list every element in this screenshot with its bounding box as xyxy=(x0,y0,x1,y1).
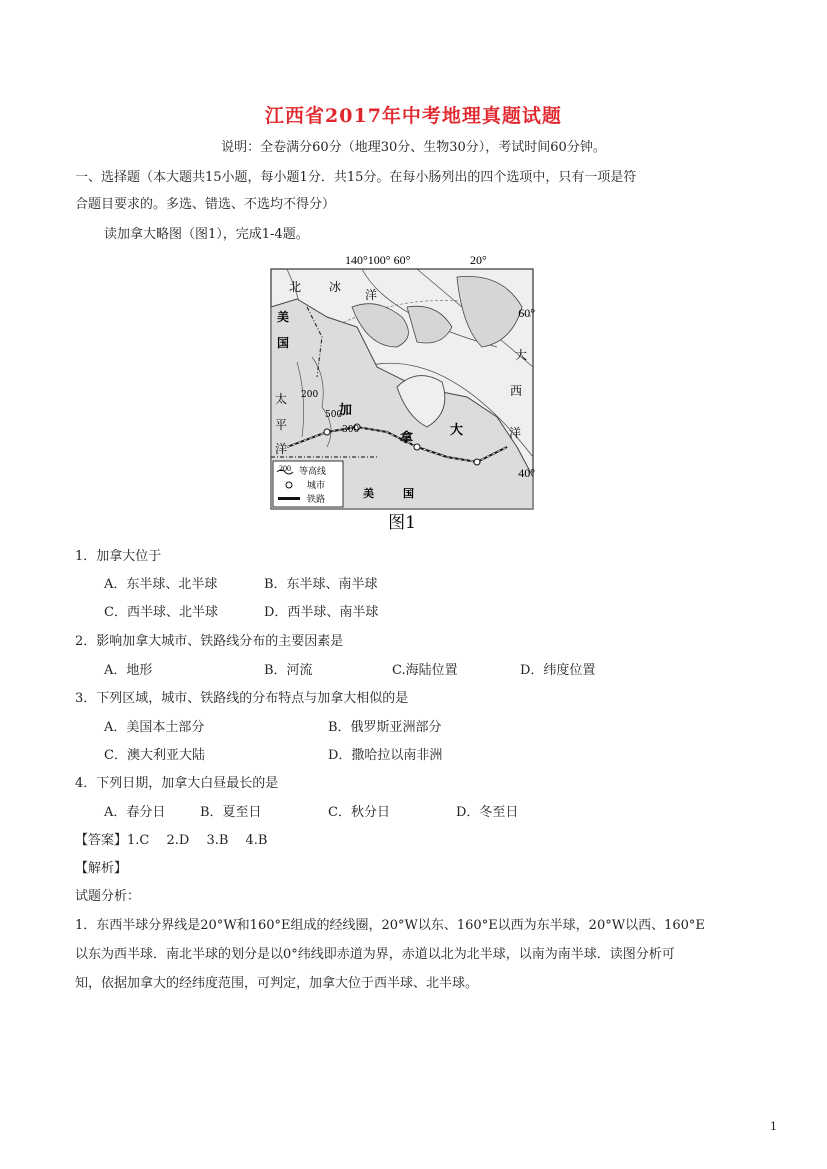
label-mei-bottom: 美 xyxy=(363,487,374,500)
figure-intro: 读加拿大略图（图1），完成1-4题。 xyxy=(104,227,309,242)
q4-option-d: D．冬至日 xyxy=(456,805,519,820)
label-jia: 加 xyxy=(339,403,353,418)
label-yang-pacific: 洋 xyxy=(275,442,288,456)
question-2-stem: 2．影响加拿大城市、铁路线分布的主要因素是 xyxy=(75,634,344,649)
q2-option-d: D．纬度位置 xyxy=(520,663,596,678)
city-marker xyxy=(474,459,480,465)
label-yang-arctic: 洋 xyxy=(365,288,378,302)
label-yang-atlantic: 洋 xyxy=(509,426,522,440)
analysis-line-1: 1．东西半球分界线是20°W和160°E组成的经线圈，20°W以东、160°E以西为东半球，20°W以西、160°E xyxy=(75,918,705,933)
page-number: 1 xyxy=(770,1120,777,1133)
contour-label-500: 500 xyxy=(325,410,343,420)
legend-rail: 铁路 xyxy=(307,495,326,505)
label-xi-atlantic: 西 xyxy=(510,384,523,398)
label-da: 大 xyxy=(450,423,464,438)
question-4-stem: 4．下列日期，加拿大白昼最长的是 xyxy=(75,776,279,791)
legend-contour: 等高线 xyxy=(299,467,327,477)
q3-option-b: B．俄罗斯亚洲部分 xyxy=(328,720,442,735)
contour-label-200: 200 xyxy=(301,390,319,400)
legend-city: 城市 xyxy=(307,481,326,491)
q1-option-c: C．西半球、北半球 xyxy=(104,605,218,620)
latitude-60: 60° xyxy=(518,306,535,320)
contour-label-300: 300 xyxy=(342,425,360,435)
q1-option-a: A．东半球、北半球 xyxy=(104,577,218,592)
q4-option-a: A．春分日 xyxy=(104,805,166,820)
q1-option-d: D．西半球、南半球 xyxy=(264,605,379,620)
q2-option-a: A．地形 xyxy=(104,663,153,678)
q3-option-c: C．澳大利亚大陆 xyxy=(104,748,205,763)
longitude-20: 20° xyxy=(470,253,487,267)
section-heading-line2: 合题目要求的。多选、错选、不选均不得分） xyxy=(75,197,336,212)
label-da-atlantic: 大 xyxy=(515,348,528,362)
label-bei: 北 xyxy=(289,280,302,294)
analysis-heading: 【解析】 xyxy=(75,861,128,876)
label-mei-top: 美 xyxy=(277,310,290,324)
legend-city-icon xyxy=(286,482,292,488)
q3-option-a: A．美国本土部分 xyxy=(104,720,205,735)
page-title: 江西省2017年中考地理真题试题 xyxy=(265,105,562,127)
label-tai: 太 xyxy=(275,392,288,406)
legend-contour-number: 200 xyxy=(279,464,291,473)
label-bing: 冰 xyxy=(329,280,342,294)
top-longitudes: 140°100° 60° xyxy=(345,253,411,267)
q1-option-b: B．东半球、南半球 xyxy=(264,577,378,592)
legend-rail-icon xyxy=(278,497,300,500)
label-ping: 平 xyxy=(275,418,288,432)
exam-note: 说明：全卷满分60分（地理30分、生物30分），考试时间60分钟。 xyxy=(221,140,606,155)
q4-option-b: B．夏至日 xyxy=(200,805,262,820)
analysis-subheading: 试题分析： xyxy=(75,889,141,904)
question-1-stem: 1．加拿大位于 xyxy=(75,549,162,564)
figure-caption: 图1 xyxy=(388,513,416,533)
q2-option-c: C.海陆位置 xyxy=(392,663,458,678)
city-marker xyxy=(324,429,330,435)
q2-option-b: B．河流 xyxy=(264,663,313,678)
latitude-40: 40° xyxy=(518,466,535,480)
q4-option-c: C．秋分日 xyxy=(328,805,390,820)
analysis-line-2: 以东为西半球．南北半球的划分是以0°纬线即赤道为界，赤道以北为北半球，以南为南半球．读图分析可 xyxy=(75,947,675,962)
analysis-line-3: 知，依据加拿大的经纬度范围，可判定，加拿大位于西半球、北半球。 xyxy=(75,976,479,991)
answer-line: 【答案】1.C 2.D 3.B 4.B xyxy=(75,833,268,848)
question-3-stem: 3．下列区域，城市、铁路线的分布特点与加拿大相似的是 xyxy=(75,691,409,706)
label-na: 拿 xyxy=(400,431,414,446)
q3-option-d: D．撒哈拉以南非洲 xyxy=(328,748,443,763)
section-heading-line1: 一、选择题（本大题共15小题，每小题1分．共15分。在每小肠列出的四个选项中，只有一项是符 xyxy=(75,170,637,185)
label-guo-bottom: 国 xyxy=(403,487,414,500)
city-marker xyxy=(414,444,420,450)
label-guo-top: 国 xyxy=(277,336,290,350)
canada-map-figure xyxy=(267,247,537,533)
